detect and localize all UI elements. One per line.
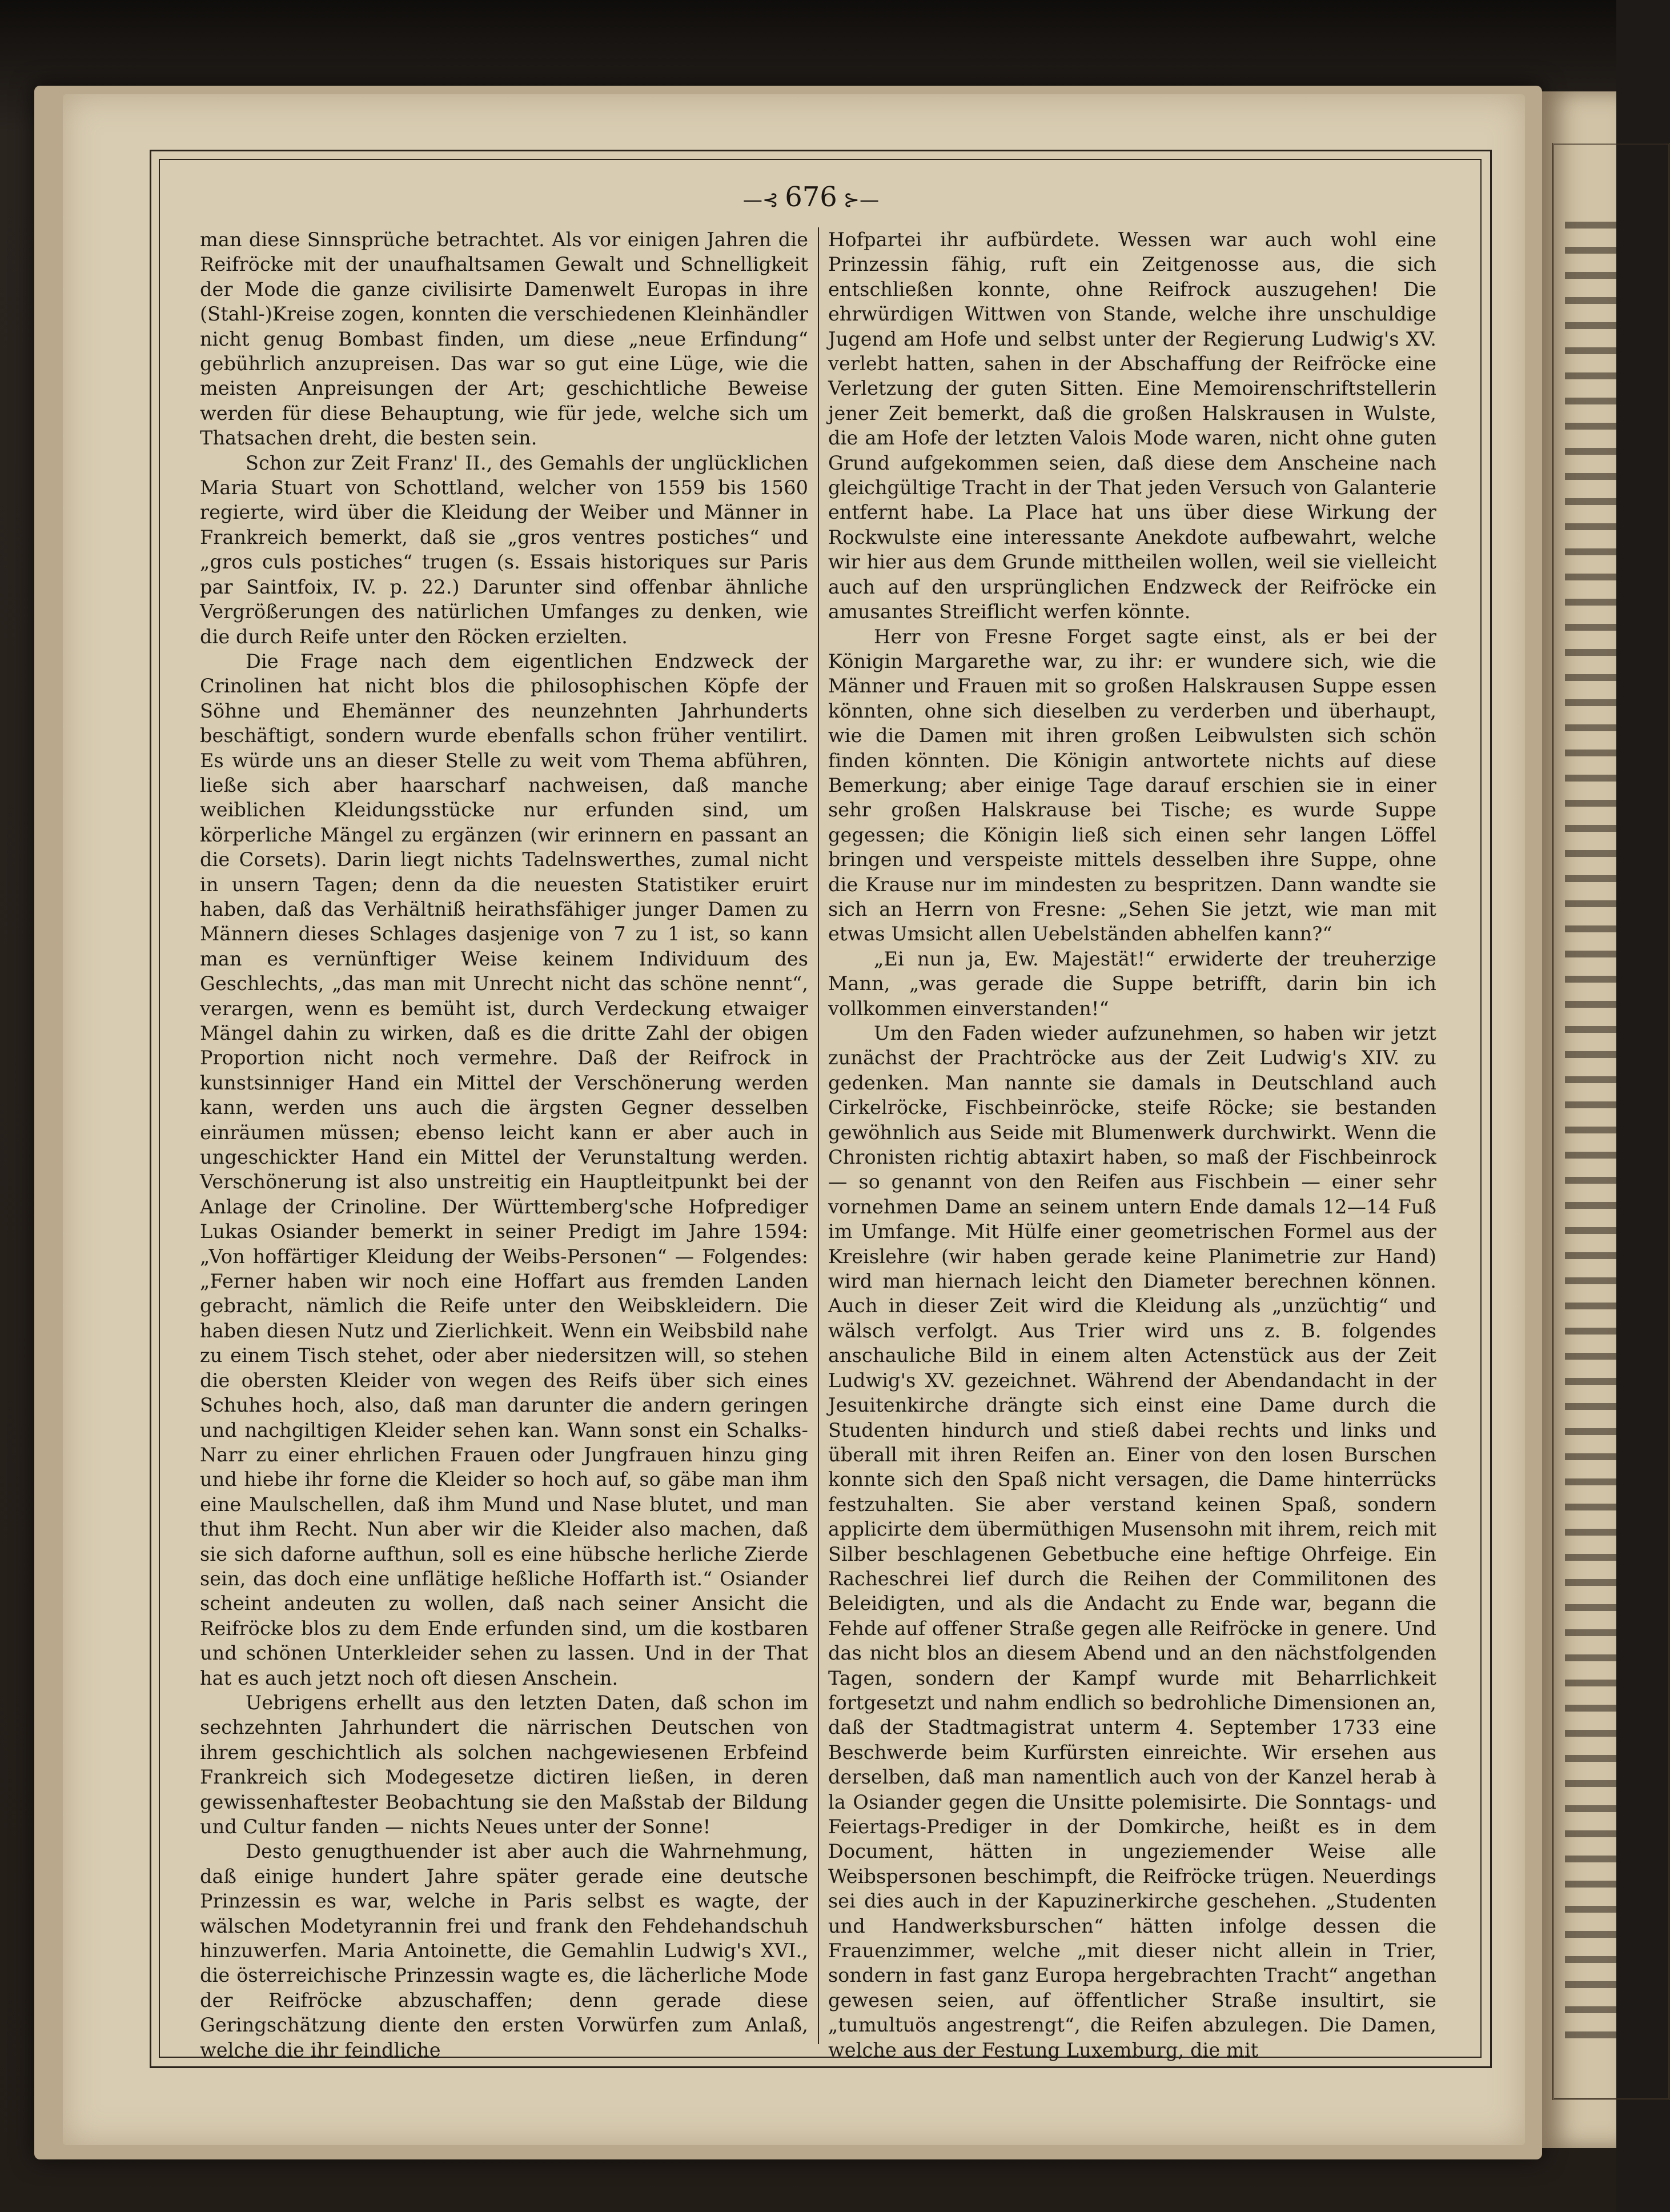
paragraph: Schon zur Zeit Franz' II., des Gemahls der unglücklichen Maria Stuart von Schottland, welcher von 1559 bis 1560 regierte, wird über die Kleidung der Weiber und Männer in Frankreich bemerkt, daß sie „gros ventres postiches“ und „gros culs postiches“ trugen (s. Essais historiques sur Paris par Saintfoix, IV. p. 22.) Darunter sind offenbar ähnliche Vergrößerungen des natürlichen Umfanges zu denken, wie die durch Reife unter den Röcken erzielten. [200, 451, 808, 648]
paragraph: „Ei nun ja, Ew. Majestät!“ erwiderte der treuherzige Mann, „was gerade die Suppe betrifft, darin bin ich vollkommen einverstanden!“ [828, 947, 1436, 1020]
paragraph: Herr von Fresne Forget sagte einst, als er bei der Königin Margarethe war, zu ihr: er wundere sich, wie die Männer und Frauen mit so großen Halskrausen Suppe essen könnten, ohne sich dieselben zu verderben und überhaupt, wie die Damen mit ihren großen Leibwulsten sich schön finden könnten. Die Königin antwortete nichts auf diese Bemerkung; aber einige Tage darauf erschien sie in einer sehr großen Halskrause bei Tische; es wurde Suppe gegessen; die Königin ließ sich einen sehr langen Löffel bringen und verspeiste mittels desselben ihre Suppe, ohne die Krause nur im mindesten zu bespritzen. Dann wandte sie sich an Herrn von Fresne: „Sehen Sie jetzt, wie man mit etwas Umsicht allen Uebelständen abhelfen kann?“ [828, 625, 1436, 945]
right-text-column [828, 227, 1436, 2061]
paragraph: Desto genugthuender ist aber auch die Wahrnehmung, daß einige hundert Jahre später gerade eine deutsche Prinzessin es war, welche in Paris selbst es wagte, der wälschen Modetyrannin frei und frank den Fehdehandschuh hinzuwerfen. Maria Antoinette, die Gemahlin Ludwig's XVI., die österreichische Prinzessin wagte es, die lächerliche Mode der Reifröcke abzuschaffen; denn gerade diese Geringschätzung diente den ersten Vorwürfen zum Anlaß, welche die ihr feindliche [200, 1840, 808, 2061]
page-number-header [725, 177, 897, 217]
paragraph: Uebrigens erhellt aus den letzten Daten, daß schon im sechzehnten Jahrhundert die närrischen Deutschen von ihrem geschichtlich als solchen nachgewiesenen Erbfeind Frankreich sich Modegesetze dictiren ließen, in deren gewissenhaftester Beobachtung sie den Maßstab der Bildung und Cultur fanden — nichts Neues unter der Sonne! [200, 1691, 808, 1838]
column-divider [818, 227, 819, 2044]
right-ornament-icon: ⊱— [837, 189, 880, 211]
paragraph: Um den Faden wieder aufzunehmen, so haben wir jetzt zunächst der Prachtröcke aus der Zeit Ludwig's XIV. zu gedenken. Man nannte sie damals in Deutschland auch Cirkelröcke, Fischbeinröcke, steife Röcke; sie bestanden gewöhnlich aus Seide mit Blumenwerk durchwirkt. Wenn die Chronisten richtig abtaxirt haben, so maß der Fischbeinrock — so genannt von den Reifen aus Fischbein — einer sehr vornehmen Dame an seinem untern Ende damals 12—14 Fuß im Umfange. Mit Hülfe einer geometrischen Formel aus der Kreislehre (wir haben gerade keine Planimetrie zur Hand) wird man hiernach leicht den Diameter berechnen können. Auch in dieser Zeit wird die Kleidung als „unzüchtig“ und wälsch verfolgt. Aus Trier wird uns z. B. folgendes anschauliche Bild in einem alten Actenstück aus der Zeit Ludwig's XV. gezeichnet. Während der Abendandacht in der Jesuitenkirche drängte sich einst eine Dame durch die Studenten hindurch und stieß dabei rechts und links und überall mit ihren Reifen an. Einer von den losen Burschen konnte sich den Spaß nicht versagen, die Dame hinterrücks festzuhalten. Sie aber verstand keinen Spaß, sondern applicirte dem übermüthigen Musensohn mit ihrem, reich mit Silber beschlagenen Gebetbuche eine heftige Ohrfeige. Ein Racheschrei lief durch die Reihen der Commilitonen des Beleidigten, und als die Andacht zu Ende war, begann die Fehde auf offener Straße gegen alle Reifröcke in genere. Und das nicht blos an diesem Abend und an den nächstfolgenden Tagen, sondern der Kampf wurde mit Beharrlichkeit fortgesetzt und nahm endlich so bedrohliche Dimensionen an, daß der Stadtmagistrat unterm 4. September 1733 eine Beschwerde beim Kurfürsten einreichte. Wir ersehen aus derselben, daß man namentlich auch von der Kanzel herab à la Osiander gegen die Unsitte polemisirte. Die Sonntags- und Feiertags-Prediger in der Domkirche, heißt es in dem Document, hätten in ungeziemender Weise alle Weibspersonen beschimpft, die Reifröcke trügen. Neuerdings sei dies auch in der Kapuzinerkirche geschehen. „Studenten und Handwerksburschen“ hätten infolge dessen die Frauenzimmer, welche „mit dieser nicht allein in Trier, sondern in fast ganz Europa hergebrachten Tracht“ angethan gewesen seien, auf öffentlicher Straße insultirt, sie „tumultuös angestrengt“, die Reifen abzulegen. Die Damen, welche aus der Festung Luxemburg, die mit [828, 1022, 1436, 2061]
facing-page-edge [1542, 91, 1616, 2148]
paragraph: man diese Sinnsprüche betrachtet. Als vor einigen Jahren die Reifröcke mit der unaufhaltsamen Gewalt und Schnelligkeit der Mode die ganze civilisirte Damenwelt Europas in ihre (Stahl-)Kreise zogen, konnten die verschiedenen Kleinhändler nicht genug Bombast finden, um diese „neue Erfindung“ gebührlich anzupreisen. Das war so gut eine Lüge, wie die meisten Anpreisungen der Art; geschichtliche Beweise werden für diese Behauptung, wie für jede, welche sich um Thatsachen dreht, die besten sein. [200, 229, 808, 450]
left-text-column [200, 227, 808, 2061]
left-ornament-icon: —⊰ [742, 189, 785, 211]
facing-page-text-fragment [1565, 211, 1616, 2039]
page-number: 676 [785, 181, 837, 213]
paragraph: Die Frage nach dem eigentlichen Endzweck der Crinolinen hat nicht blos die philosophischen Köpfe der Söhne und Ehemänner des neunzehnten Jahrhunderts beschäftigt, sondern wurde ebenfalls schon früher ventilirt. Es würde uns an dieser Stelle zu weit vom Thema abführen, ließe sich aber haarscharf nachweisen, daß manche weiblichen Kleidungsstücke nur erfunden sind, um körperliche Mängel zu ergänzen (wir erinnern en passant an die Corsets). Darin liegt nichts Tadelnswerthes, zumal nicht in unsern Tagen; denn da die neuesten Statistiker eruirt haben, daß das Verhältniß heirathsfähiger junger Damen zu Männern dieses Schlages dasjenige von 7 zu 1 ist, so kann man es vernünftiger Weise keinem Individuum des Geschlechts, „das man mit Unrecht nicht das schöne nennt“, verargen, wenn es bemüht ist, durch Verdeckung etwaiger Mängel dahin zu wirken, daß es die dritte Zahl der obigen Proportion nicht noch vermehre. Daß der Reifrock in kunstsinniger Hand ein Mittel der Verschönerung werden kann, werden uns auch die ärgsten Gegner desselben einräumen müssen; ebenso leicht kann er aber auch in ungeschickter Hand ein Mittel der Verunstaltung werden. Verschönerung ist also unstreitig ein Hauptleitpunkt bei der Anlage der Crinoline. Der Württemberg'sche Hofprediger Lukas Osiander bemerkt in seiner Predigt im Jahre 1594: „Von hoffärtiger Kleidung der Weibs-Personen“ — Folgendes: „Ferner haben wir noch eine Hoffart aus fremden Landen gebracht, nämlich die Reife unter den Weibskleidern. Die haben diesen Nutz und Zierlichkeit. Wenn ein Weibsbild nahe zu einem Tisch stehet, oder aber niedersitzen will, so stehen die obersten Kleider von wegen des Reifs über sich eines Schuhes hoch, also, daß man darunter die andern geringen und nachgiltigen Kleider sehen kan. Wann sonst ein Schalks-Narr zu einer ehrlichen Frauen oder Jungfrauen hinzu ging und hiebe ihr forne die Kleider so hoch auf, so gäbe man ihm eine Maulschellen, daß ihm Mund und Nase blutet, und man thut ihm Recht. Nun aber wir die Kleider also machen, daß sie sich daforne aufthun, soll es eine hübsche herliche Zierde sein, das doch eine unflätige heßliche Hoffarth ist.“ Osiander scheint andeuten zu wollen, daß nach seiner Ansicht die Reifröcke blos zu dem Ende erfunden sind, um die kostbaren und schönen Unterkleider sehen zu lassen. Und in der That hat es auch jetzt noch oft diesen Anschein. [200, 650, 808, 1689]
paragraph: Hofpartei ihr aufbürdete. Wessen war auch wohl eine Prinzessin fähig, ruft ein Zeitgenosse aus, die sich entschließen konnte, ohne Reifrock auszugehen! Die ehrwürdigen Wittwen von Stande, welche ihre unschuldige Jugend am Hofe und selbst unter der Regierung Ludwig's XV. verlebt hatten, sahen in der Abschaffung der Reifröcke eine Verletzung der guten Sitten. Eine Memoirenschriftstellerin jener Zeit bemerkt, daß die großen Halskrausen in Wulste, die am Hofe der letzten Valois Mode waren, nicht ohne guten Grund aufgekommen seien, daß diese dem Anscheine nach gleichgültige Tracht in der That jeden Versuch von Galanterie entfernt habe. La Place hat uns über diese Wirkung der Rockwulste eine interessante Anekdote aufbewahrt, welche wir hier aus dem Grunde mittheilen wollen, weil sie vielleicht auch auf den ursprünglichen Endzweck der Reifröcke ein amusantes Streiflicht werfen könnte. [828, 229, 1436, 623]
